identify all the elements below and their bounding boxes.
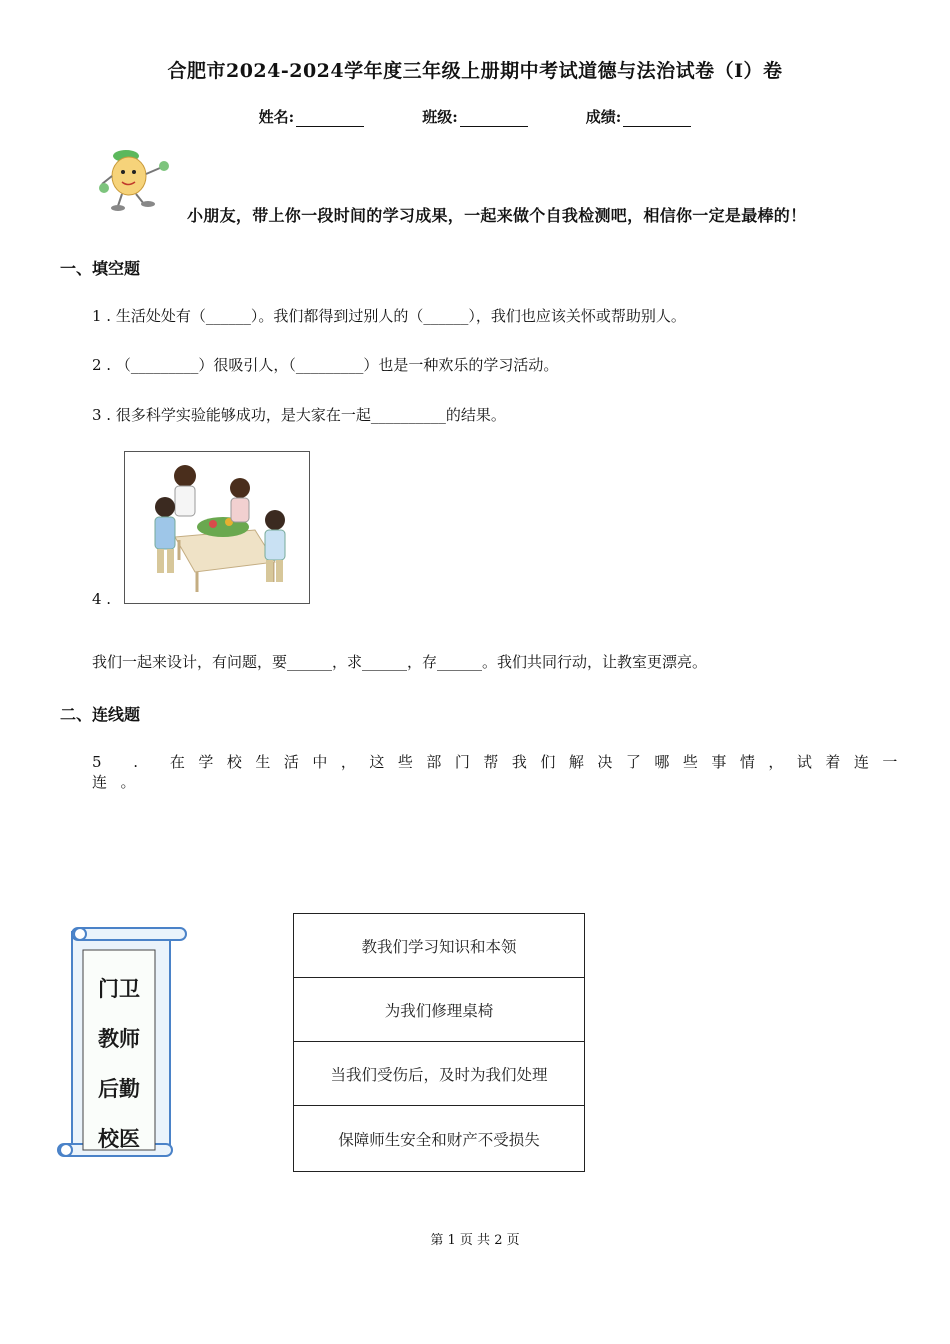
- section-matching: 二、连线题: [60, 705, 141, 724]
- class-blank[interactable]: [460, 108, 528, 127]
- page-footer: 第 1 页 共 2 页: [430, 1233, 520, 1248]
- name-blank[interactable]: [296, 108, 364, 127]
- duty-table: [293, 913, 585, 1172]
- children-around-table-illustration: [124, 451, 310, 604]
- encouragement-text: 小朋友，带上你一段时间的学习成果，一起来做个自我检测吧，相信你一定是最棒的！: [187, 206, 807, 225]
- score-blank[interactable]: [623, 108, 691, 127]
- department-scroll: [56, 926, 190, 1160]
- department-teacher[interactable]: 教师: [98, 1027, 140, 1051]
- duty-teach[interactable]: 教我们学习知识和本领: [294, 914, 584, 978]
- name-label: 姓名:: [258, 108, 295, 126]
- name-field[interactable]: [259, 106, 365, 127]
- student-info-row: [0, 106, 950, 127]
- section-fill-in-blank: 一、填空题: [60, 259, 141, 278]
- duty-repair[interactable]: 为我们修理桌椅: [294, 978, 584, 1042]
- question-4-text: 我们一起来设计，有问题，要______，求______，存______。我们共同行动，让教室更漂亮。: [92, 653, 708, 671]
- class-field[interactable]: [422, 106, 528, 127]
- department-logistics[interactable]: 后勤: [98, 1077, 140, 1101]
- duty-security[interactable]: 保障师生安全和财产不受损失: [338, 1130, 540, 1149]
- score-field[interactable]: [586, 106, 692, 127]
- question-4-number: 4 .: [92, 590, 112, 608]
- cartoon-mascot-icon: [96, 146, 176, 216]
- duty-first-aid[interactable]: 当我们受伤后，及时为我们处理: [294, 1042, 584, 1106]
- department-school-doctor[interactable]: 校医: [98, 1127, 140, 1151]
- class-label: 班级:: [422, 108, 458, 126]
- question-5: 5 . 在学校生活中，这些部门帮我们解决了哪些事情，试着连一连。: [92, 753, 911, 791]
- question-3: 3 . 很多科学实验能够成功，是大家在一起__________的结果。: [92, 406, 506, 424]
- question-1: 1 . 生活处处有（______）。我们都得到过别人的（______），我们也应该关怀或帮助别人。: [92, 307, 686, 325]
- question-2: 2 . （_________）很吸引人，（_________）也是一种欢乐的学习活动。: [92, 356, 559, 374]
- score-label: 成绩:: [585, 108, 622, 126]
- page-title: 合肥市2024-2024学年度三年级上册期中考试道德与法治试卷（I）卷: [167, 60, 783, 82]
- department-gatekeeper[interactable]: 门卫: [98, 977, 140, 1001]
